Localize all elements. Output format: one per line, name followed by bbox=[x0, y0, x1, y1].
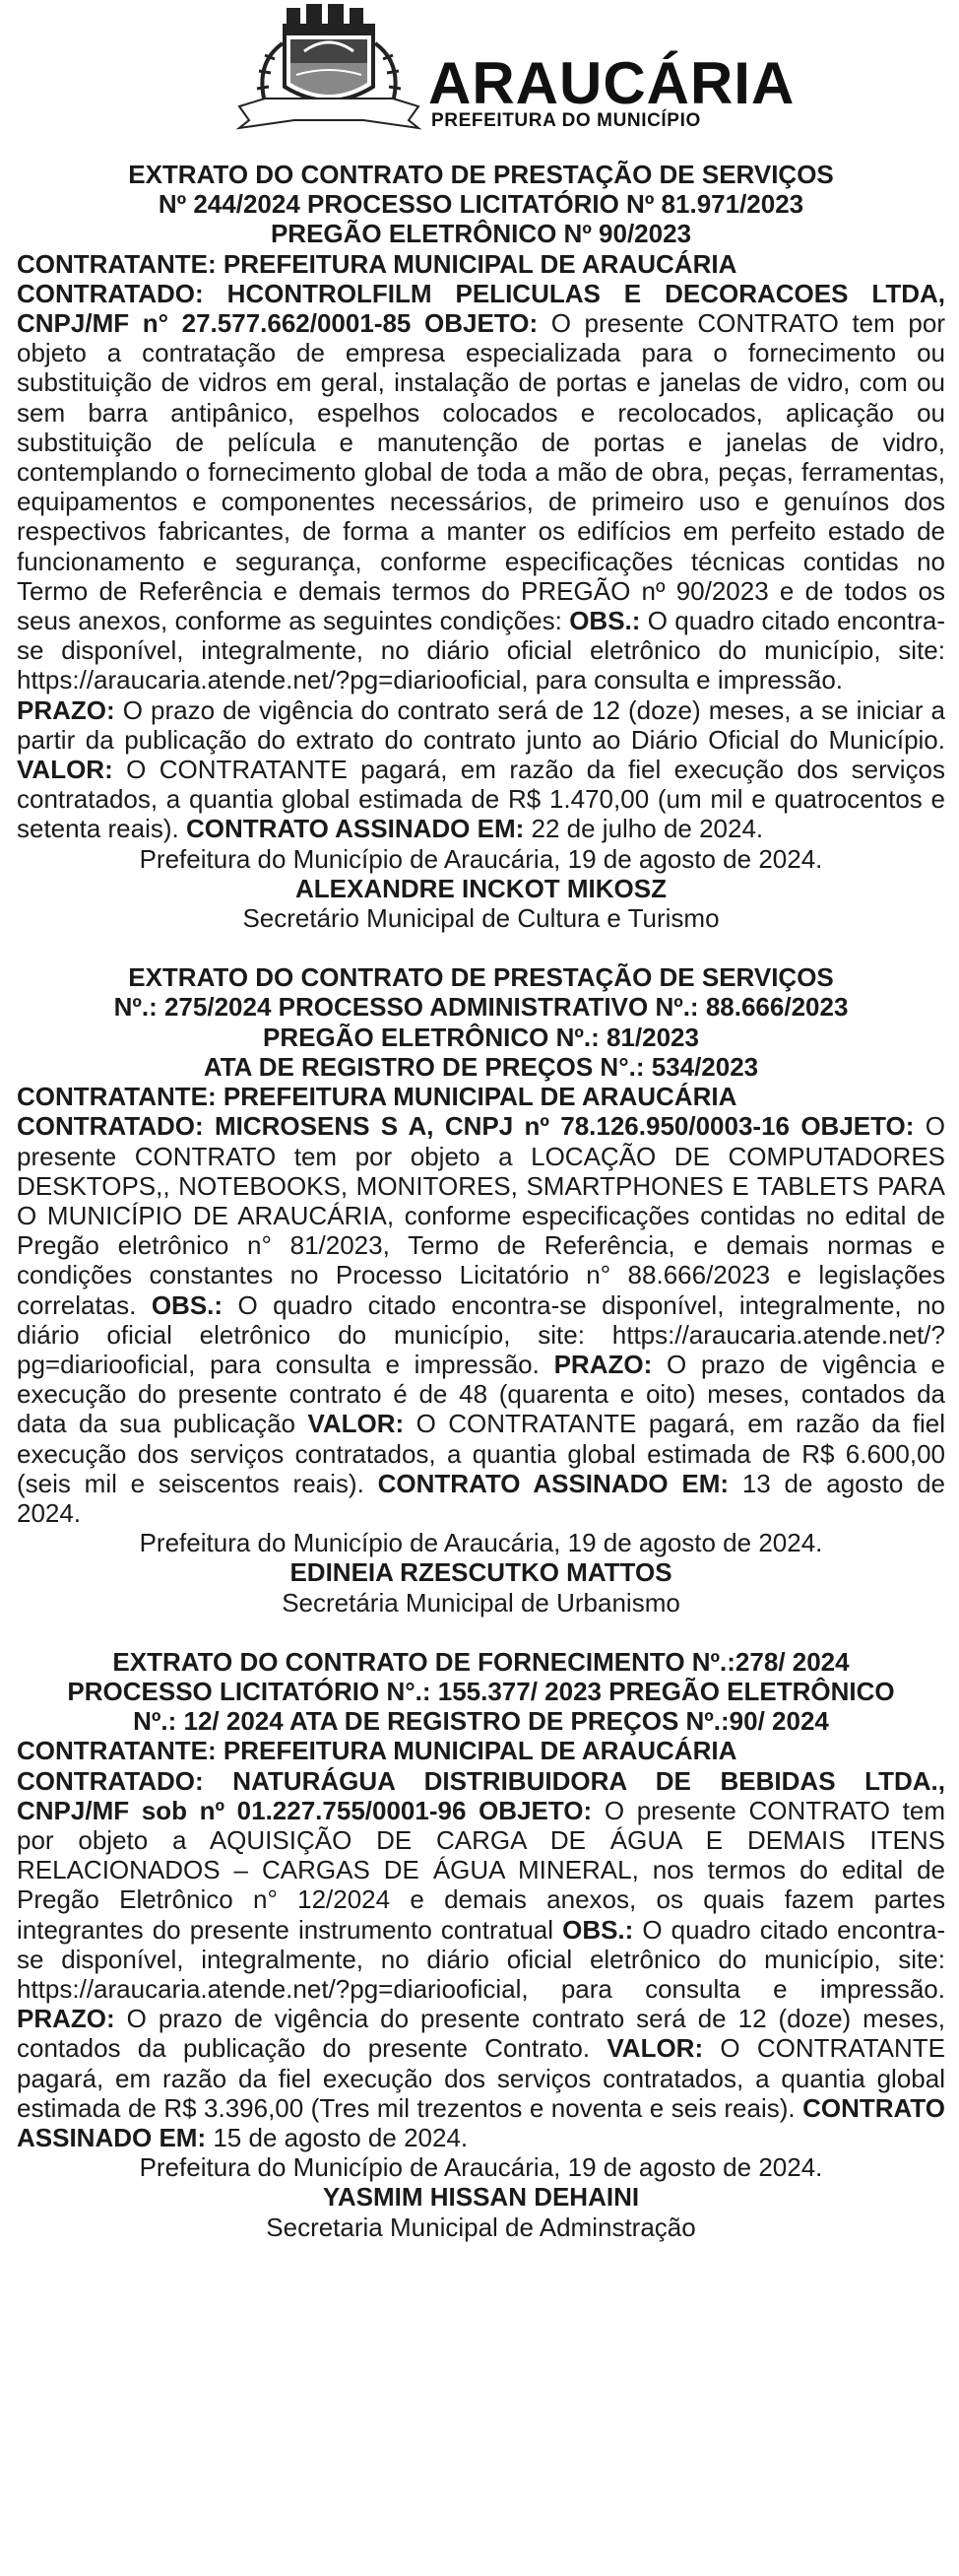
header bbox=[17, 0, 945, 130]
signer-name: ALEXANDRE INCKOT MIKOSZ bbox=[295, 873, 667, 903]
signer-role: Secretário Municipal de Cultura e Turismo bbox=[242, 903, 720, 934]
obs-label: OBS.: bbox=[562, 1914, 634, 1945]
section-title-line: PREGÃO ELETRÔNICO Nº 90/2023 bbox=[270, 219, 692, 249]
signer-name: EDINEIA RZESCUTKO MATTOS bbox=[289, 1557, 672, 1588]
section-title-line: PREGÃO ELETRÔNICO Nº.: 81/2023 bbox=[263, 1022, 699, 1052]
objeto-text: O presente CONTRATO tem por objeto a AQUISIÇÃO DE CARGA DE ÁGUA E DEMAIS ITENS RELACIONADOS – CARGAS DE ÁGUA MINERAL, nos termos do edital de Pregão Eletrônico n° 12/2024 e demais anexos, os quais fazem partes integrantes do presente instrumento contratual bbox=[17, 1795, 946, 1945]
valor-text: O CONTRATANTE pagará, em razão da fiel execução dos serviços contratados, a quantia global estimada de R$ 3.396,00 (Tres mil trezentos e noventa e seis reais). bbox=[17, 2033, 945, 2123]
prazo-label: PRAZO: bbox=[553, 1349, 653, 1379]
obs-label: OBS.: bbox=[151, 1289, 224, 1320]
section-title-line: Nº 244/2024 PROCESSO LICITATÓRIO Nº 81.971/2023 bbox=[158, 189, 804, 220]
contract-body bbox=[17, 1736, 945, 2152]
contract-extract-278 bbox=[17, 1647, 945, 2242]
assinado-date: 15 de agosto de 2024. bbox=[206, 2123, 469, 2152]
place-date: Prefeitura do Município de Araucária, 19 de agosto de 2024. bbox=[139, 843, 823, 874]
contract-extract-275 bbox=[17, 962, 945, 1617]
contratado-label: CONTRATADO: HCONTROLFILM PELICULAS E DECORACOES LTDA, CNPJ/MF n° 27.577.662/0001-85 OBJETO: bbox=[17, 278, 945, 339]
section-title-line: EXTRATO DO CONTRATO DE PRESTAÇÃO DE SERVIÇOS bbox=[128, 962, 834, 993]
valor-label: VALOR: bbox=[607, 2033, 704, 2064]
section-title-line: EXTRATO DO CONTRATO DE PRESTAÇÃO DE SERVIÇOS bbox=[128, 160, 834, 189]
municipal-crest-logo bbox=[235, 4, 422, 130]
contratante-line: CONTRATANTE: PREFEITURA MUNICIPAL DE ARAUCÁRIA bbox=[17, 248, 737, 279]
prazo-text: O prazo de vigência e execução do presente contrato é de 48 (quarenta e oito) meses, contados da data da sua publicação bbox=[17, 1349, 945, 1439]
section-title-line: Nº.: 12/ 2024 ATA DE REGISTRO DE PREÇOS Nº.:90/ 2024 bbox=[133, 1706, 829, 1737]
valor-label: VALOR: bbox=[307, 1409, 405, 1439]
obs-text: O quadro citado encontra-se disponível, integralmente, no diário oficial eletrônico do município, site: https://araucaria.atende.net/?pg=diariooficial, para consulta e impressão. bbox=[17, 1914, 945, 2004]
brand-subtitle: PREFEITURA DO MUNICÍPIO bbox=[431, 110, 701, 131]
brand-name: ARAUCÁRIA bbox=[428, 50, 796, 116]
objeto-text: O presente CONTRATO tem por objeto a LOCAÇÃO DE COMPUTADORES DESKTOPS,, NOTEBOOKS, MONITORES, SMARTPHONES E TABLETS PARA O MUNICÍPIO DE ARAUCÁRIA, conforme especificações contidas no edital de Pregão eletrônico n° 81/2023, Termo de Referência, e demais normas e condições constantes no Processo Licitatório n° 88.666/2023 e legislações correlatas. bbox=[17, 1111, 945, 1320]
section-title-line: EXTRATO DO CONTRATO DE FORNECIMENTO Nº.:278/ 2024 bbox=[112, 1646, 850, 1677]
prazo-label: PRAZO: bbox=[17, 694, 115, 725]
contract-body bbox=[17, 1082, 945, 1528]
obs-text: O quadro citado encontra-se disponível, integralmente, no diário oficial eletrônico do município, site: https://araucaria.atende.net/?pg=diariooficial, para consulta e impressão. bbox=[17, 606, 945, 695]
brand-block bbox=[428, 50, 796, 132]
contratado-label: CONTRATADO: MICROSENS S A, CNPJ nº 78.126.950/0003-16 OBJETO: bbox=[17, 1111, 915, 1142]
signer-name: YASMIM HISSAN DEHAINI bbox=[322, 2182, 640, 2213]
prazo-text: O prazo de vigência do contrato será de 12 (doze) meses, a se iniciar a partir da publicação do extrato do contrato junto ao Diário Oficial do Município. bbox=[17, 694, 945, 755]
contract-extract-244 bbox=[17, 160, 945, 933]
contratante-line: CONTRATANTE: PREFEITURA MUNICIPAL DE ARAUCÁRIA bbox=[17, 1736, 737, 1766]
signer-role: Secretária Municipal de Urbanismo bbox=[282, 1587, 680, 1618]
contract-body bbox=[17, 249, 945, 844]
assinado-label: CONTRATO ASSINADO EM: bbox=[377, 1468, 730, 1498]
assinado-label: CONTRATO ASSINADO EM: bbox=[17, 2092, 945, 2152]
prazo-label: PRAZO: bbox=[17, 2004, 115, 2034]
objeto-text: O presente CONTRATO tem por objeto a contratação de empresa especializada para o fornecimento ou substituição de vidros em geral, instalação de portas e janelas de vidro, com ou sem barra antipânico, espelhos colocados e recolocados, aplicação ou substituição de película e manutenção de portas e janelas de vidro, contemplando o fornecimento global de toda a mão de obra, peças, ferramentas, equipamentos e componentes necessários, de primeiro uso e genuínos dos respectivos fabricantes, de forma a manter os edifícios em perfeito estado de funcionamento e segurança, conforme especificações técnicas contidas no Termo de Referência e demais termos do PREGÃO nº 90/2023 e de todos os seus anexos, conforme as seguintes condições: bbox=[17, 308, 945, 636]
obs-text: O quadro citado encontra-se disponível, integralmente, no diário oficial eletrônico do município, site: https://araucaria.atende.net/?pg=diariooficial, para consulta e impressão. bbox=[17, 1289, 945, 1379]
assinado-date: 13 de agosto de 2024. bbox=[17, 1468, 946, 1528]
place-date: Prefeitura do Município de Araucária, 19 de agosto de 2024. bbox=[139, 1528, 823, 1558]
valor-text: O CONTRATANTE pagará, em razão da fiel execução dos serviços contratados, a quantia global estimada de R$ 1.470,00 (um mil e quatrocentos e setenta reais). bbox=[17, 755, 945, 844]
obs-label: OBS.: bbox=[569, 606, 641, 636]
contratado-label: CONTRATADO: NATURÁGUA DISTRIBUIDORA DE BEBIDAS LTDA., CNPJ/MF sob nº 01.227.755/0001-96 OBJETO: bbox=[17, 1765, 945, 1825]
valor-label: VALOR: bbox=[17, 755, 113, 785]
assinado-date: 22 de julho de 2024. bbox=[524, 814, 764, 844]
contratante-line: CONTRATANTE: PREFEITURA MUNICIPAL DE ARAUCÁRIA bbox=[17, 1082, 737, 1112]
prazo-text: O prazo de vigência do presente contrato será de 12 (doze) meses, contados da publicação do presente Contrato. bbox=[17, 2004, 945, 2064]
assinado-label: CONTRATO ASSINADO EM: bbox=[185, 814, 525, 844]
valor-text: O CONTRATANTE pagará, em razão da fiel execução dos serviços contratados, a quantia global estimada de R$ 6.600,00 (seis mil e seiscentos reais). bbox=[17, 1409, 945, 1498]
section-title-line: ATA DE REGISTRO DE PREÇOS N°.: 534/2023 bbox=[203, 1051, 759, 1082]
place-date: Prefeitura do Município de Araucária, 19 de agosto de 2024. bbox=[139, 2152, 823, 2183]
section-title-line: Nº.: 275/2024 PROCESSO ADMINISTRATIVO Nº.: 88.666/2023 bbox=[113, 992, 849, 1023]
signer-role: Secretaria Municipal de Adminstração bbox=[266, 2212, 696, 2242]
section-title-line: PROCESSO LICITATÓRIO N°.: 155.377/ 2023 PREGÃO ELETRÔNICO bbox=[67, 1676, 895, 1706]
